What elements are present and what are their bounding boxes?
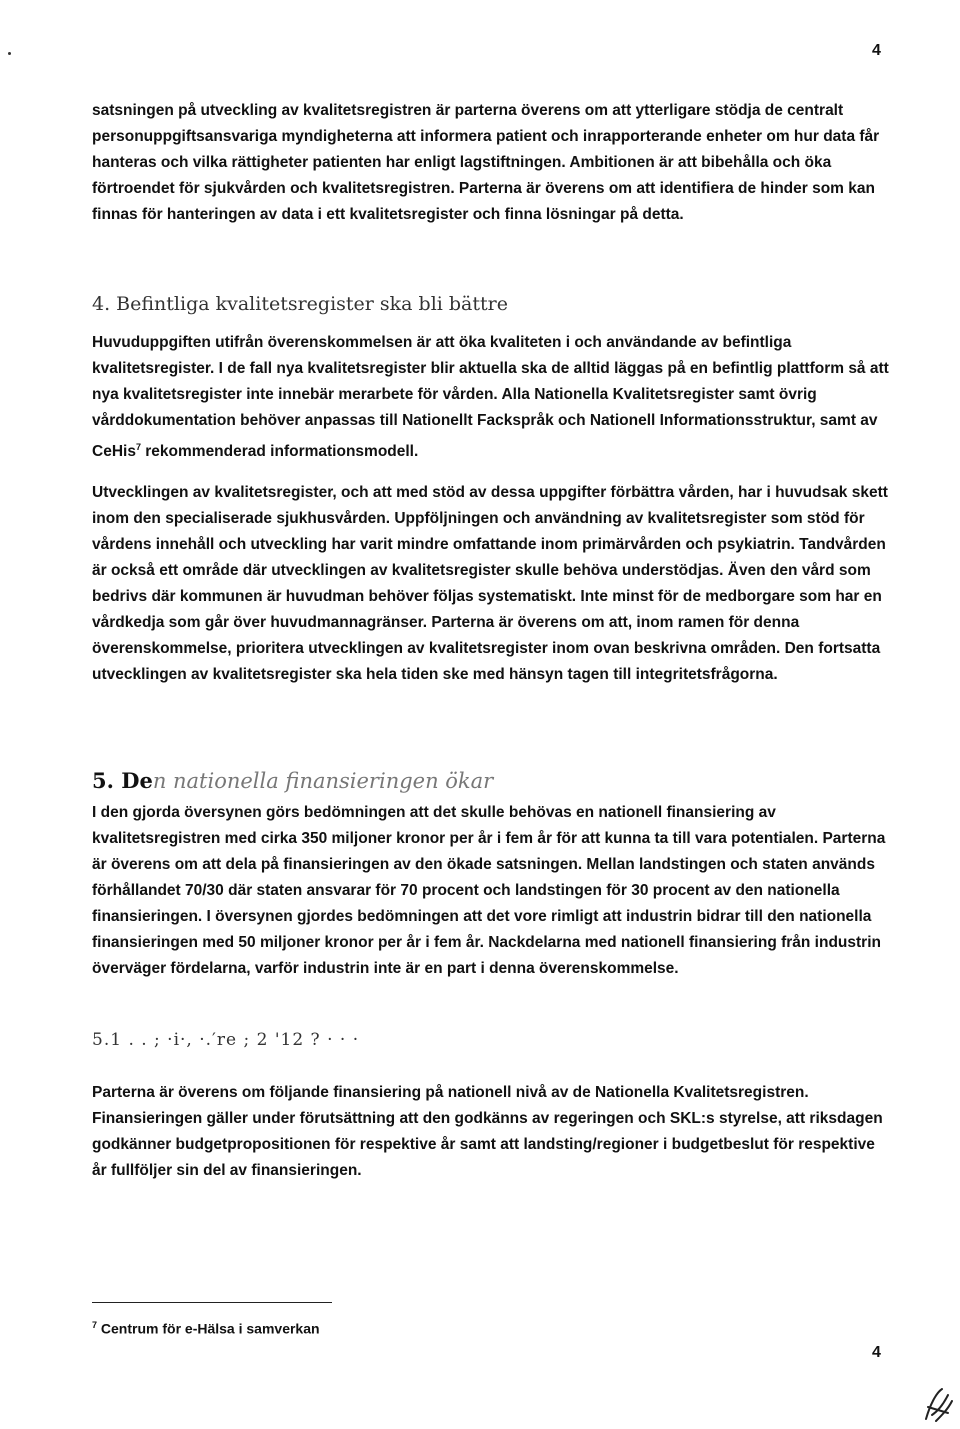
scan-speck xyxy=(8,52,11,55)
paragraph-development-scope: Utvecklingen av kvalitetsregister, och att med stöd av dessa uppgifter förbättra vården, har i huvudsak skett inom den specialiserade sjukhusvården. Uppföljningen och användning av kvalitetsregister som stöd för vårdens innehåll och utveckling har varit mindre omfattande inom primärvården och psykiatrin. Tandvården är också ett område där utvecklingen av kvalitetsregister skulle behöva understödjas. Även den vård som bedrivs där kommunen är huvudman behöver följas systematiskt. Inte minst för de medborgare som har en vårdkedja som går över huvudmannagränser. Parterna är överens om att, inom ramen för denna överenskommelse, prioritera utvecklingen av kvalitetsregister inom ovan beskrivna områden. Den fortsatta utvecklingen av kvalitetsregister ska hela tiden ske med hänsyn tagen till integritetsfrågorna. xyxy=(92,484,888,683)
paragraph-main-task-end: rekommenderad informationsmodell. xyxy=(140,443,419,461)
paragraph-national-funding: I den gjorda översynen görs bedömningen att det skulle behövas en nationell finansiering av kvalitetsregistren med cirka 350 miljoner kronor per år i fem år för att kunna ta till vara potentialen. Parterna är överens om att dela på finansieringen av den ökade satsningen. Mellan landstingen och staten används förhållandet 70/30 där staten ansvarar för 70 procent och landstingen för 30 procent av den nationella finansieringen. I översynen gjordes bedömningen att det vore rimligt att industrin bidrar till den nationella finansieringen med 50 miljoner kronor per år i fem år. Nackdelarna med nationell finansiering från industrin överväger fördelarna, varför industrin inte är en part i denna överenskommelse. xyxy=(92,804,886,977)
section-heading-4: 4. Befintliga kvalitetsregister ska bli bättre xyxy=(92,293,508,315)
footnote-divider xyxy=(92,1302,332,1303)
paragraph-main-task xyxy=(92,330,892,465)
section-heading-5 xyxy=(92,768,493,793)
footnote xyxy=(92,1320,320,1337)
section-heading-5-1: 5.1 . . ; ·i·, ·.′re ; 2 '12 ? · · · xyxy=(92,1030,360,1050)
paragraph-funding-agreement: Parterna är överens om följande finansiering på nationell nivå av de Nationella Kvalitetsregistren. Finansieringen gäller under förutsättning att den godkänns av regeringen och SKL:s styrelse, att riksdagen godkänner budgetpropositionen för respektive år samt att landsting/regioner i budgetbeslut för respektive år fullföljer sin del av finansieringen. xyxy=(92,1084,883,1179)
page-number-bottom: 4 xyxy=(872,1344,881,1361)
footnote-reference: 7 xyxy=(135,442,141,452)
footnote-text: Centrum för e-Hälsa i samverkan xyxy=(100,1320,320,1337)
section-heading-5-lead: 5. De xyxy=(92,768,153,793)
handwritten-initials xyxy=(918,1385,958,1425)
page-number-top: 4 xyxy=(872,42,881,59)
paragraph-registry-information: satsningen på utveckling av kvalitetsregistren är parterna överens om att ytterligare stödja de centralt personuppgiftsansvariga myndigheterna att informera patient och inrapporterande enheter om hur data får hanteras och vilka rättigheter patienten har enligt lagstiftningen. Ambitionen är att bibehålla och öka förtroendet för sjukvården och kvalitetsregistren. Parterna är överens om att identifiera de hinder som kan finnas för hanteringen av data i ett kvalitetsregister och finna lösningar på detta. xyxy=(92,102,880,223)
section-heading-5-rest: n nationella finansieringen ökar xyxy=(152,769,494,793)
footnote-marker: 7 xyxy=(92,1320,98,1330)
paragraph-main-task-text: Huvuduppgiften utifrån överenskommelsen är att öka kvaliteten i och användande av befintliga kvalitetsregister. I de fall nya kvalitetsregister blir aktuella ska de alltid läggas på en befintlig plattform så att nya kvalitetsregister inte innebär merarbete för vården. Alla Nationella Kvalitetsregister samt övrig vårddokumentation behöver anpassas till Nationellt Fackspråk och Nationell Informationsstruktur, samt av CeHis xyxy=(92,334,889,461)
